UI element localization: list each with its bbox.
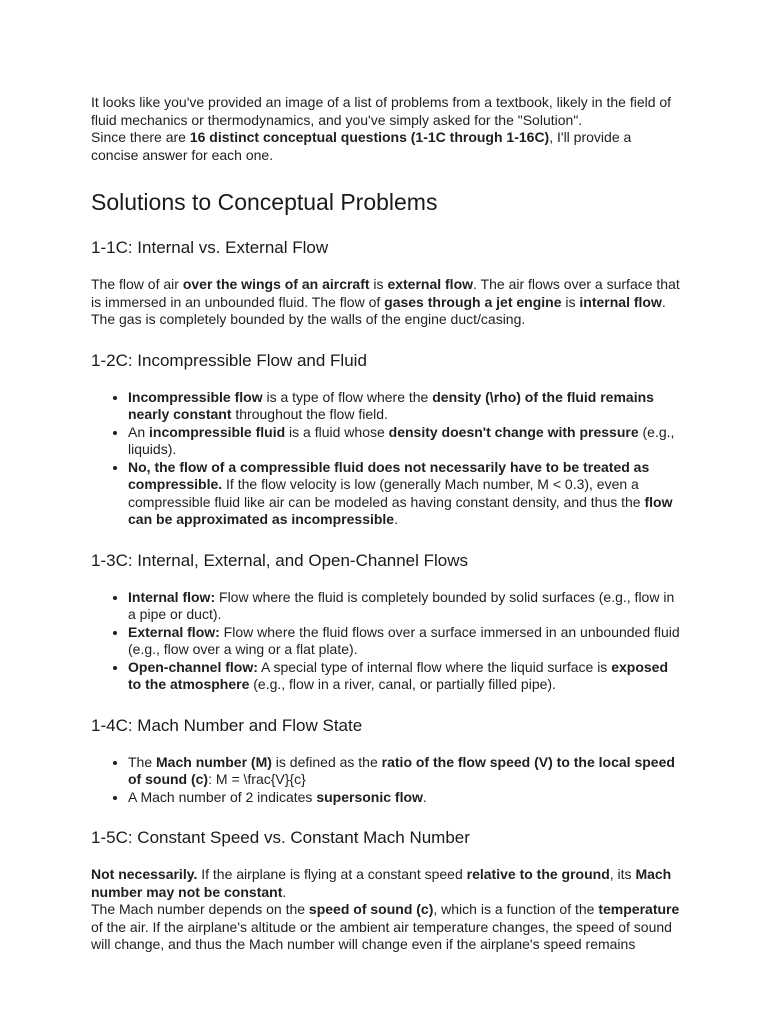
intro-block: [91, 94, 681, 164]
text-run: If the airplane is flying at a constant speed: [197, 866, 467, 882]
bold-text-run: density doesn't change with pressure: [388, 423, 639, 440]
section-heading: 1-2C: Incompressible Flow and Fluid: [91, 350, 367, 370]
bold-text-run: gases through a jet engine: [384, 293, 562, 310]
text-run: .: [394, 511, 398, 527]
text-run: An: [128, 423, 150, 440]
text-run: is: [561, 293, 580, 310]
text-run: Flow where the fluid is completely bounded by solid surfaces (e.g., flow in a pipe or duct).: [128, 588, 675, 622]
text-run: (e.g., flow in a river, canal, or partially filled pipe).: [249, 676, 556, 692]
bold-text-run: ratio of the flow speed (V) to the local speed of sound (c): [128, 753, 675, 787]
body-paragraph: [91, 901, 681, 954]
text-run: If the flow velocity is low (generally Mach number, M < 0.3), even a compressible fluid like air can be modeled as having constant density, and thus the: [128, 476, 645, 510]
sections-container: [91, 237, 681, 954]
bold-text-run: 16 distinct conceptual questions (1-1C through 1-16C): [189, 129, 550, 145]
bold-text-run: external flow: [387, 276, 474, 292]
bold-text-run: density (\rho) of the fluid remains nearly constant: [128, 388, 654, 422]
bold-text-run: External flow:: [128, 623, 220, 640]
page-title: Solutions to Conceptual Problems: [91, 189, 438, 215]
intro-paragraph: [91, 129, 681, 164]
bold-text-run: speed of sound (c): [308, 901, 434, 917]
bold-text-run: supersonic flow: [316, 788, 423, 805]
bold-text-run: internal flow: [579, 293, 662, 310]
section-body: [91, 276, 681, 329]
text-run: , its: [609, 866, 636, 882]
bold-text-run: incompressible fluid: [149, 423, 286, 440]
body-paragraph: [91, 276, 681, 329]
section-body: [91, 866, 681, 954]
list-item: [128, 389, 681, 424]
text-run: , which is a function of the: [433, 901, 599, 917]
list-item: [128, 789, 681, 807]
text-run: throughout the flow field.: [231, 406, 388, 422]
list-item: [128, 459, 681, 529]
section-heading: 1-4C: Mach Number and Flow State: [91, 715, 363, 735]
bold-text-run: exposed to the atmosphere: [128, 658, 669, 692]
bold-text-run: Open-channel flow:: [128, 658, 258, 675]
section-body: [91, 754, 681, 807]
list-item: [128, 424, 681, 459]
text-run: is a type of flow where the: [262, 388, 433, 405]
bullet-list: [91, 389, 681, 529]
body-paragraph: [91, 866, 681, 901]
bold-text-run: Mach number may not be constant: [91, 866, 672, 900]
bullet-list: [91, 589, 681, 694]
solution-section: [91, 350, 681, 529]
text-run: The flow of air: [91, 276, 183, 292]
text-run: The: [128, 753, 157, 770]
section-body: [91, 589, 681, 694]
solution-section: [91, 827, 681, 954]
bold-text-run: temperature: [598, 901, 680, 917]
list-item: [128, 589, 681, 624]
bold-text-run: relative to the ground: [466, 866, 610, 882]
text-run: of the air. If the airplane's altitude or the ambient air temperature changes, the speed of sound will change, and thus the Mach number will change even if the airplane's speed remains: [91, 918, 672, 952]
text-run: is a fluid whose: [285, 423, 389, 440]
text-run: is defined as the: [271, 753, 382, 770]
text-run: The Mach number depends on the: [91, 901, 309, 917]
text-run: . The air flows over a surface that is immersed in an unbounded fluid. The flow of: [91, 276, 680, 310]
section-heading: 1-5C: Constant Speed vs. Constant Mach Number: [91, 828, 470, 847]
bold-text-run: flow can be approximated as incompressible: [128, 493, 673, 527]
intro-paragraph: [91, 94, 681, 129]
bullet-list: [91, 754, 681, 807]
text-run: A special type of internal flow where the liquid surface is: [257, 658, 612, 675]
list-item: [128, 659, 681, 694]
text-run: , I'll provide a concise answer for each one.: [91, 129, 632, 163]
bold-text-run: Not necessarily.: [91, 866, 198, 882]
document-page: [91, 94, 681, 954]
text-run: Since there are: [91, 129, 190, 145]
text-run: : M = \frac{V}{c}: [208, 771, 306, 787]
solution-section: [91, 237, 681, 329]
text-run: It looks like you've provided an image of a list of problems from a textbook, likely in the field of fluid mechanics or thermodynamics, and you've simply asked for the "Solution".: [91, 94, 672, 128]
bold-text-run: Mach number (M): [156, 753, 272, 770]
text-run: .: [422, 788, 427, 805]
bold-text-run: Internal flow:: [128, 588, 216, 605]
text-run: . The gas is completely bounded by the walls of the engine duct/casing.: [91, 293, 666, 327]
section-heading: 1-1C: Internal vs. External Flow: [91, 238, 329, 257]
solution-section: [91, 715, 681, 807]
bold-text-run: Incompressible flow: [128, 388, 263, 405]
text-run: .: [282, 883, 287, 900]
text-run: (e.g., liquids).: [128, 423, 675, 457]
bold-text-run: over the wings of an aircraft: [182, 276, 370, 292]
text-run: A Mach number of 2 indicates: [128, 788, 317, 805]
list-item: [128, 754, 681, 789]
text-run: Flow where the fluid flows over a surface immersed in an unbounded fluid (e.g., flow over a wing or a flat plate).: [128, 623, 680, 657]
list-item: [128, 624, 681, 659]
text-run: is: [369, 276, 388, 292]
bold-text-run: No, the flow of a compressible fluid does not necessarily have to be treated as compressible.: [128, 458, 650, 492]
section-body: [91, 389, 681, 529]
solution-section: [91, 550, 681, 694]
section-heading: 1-3C: Internal, External, and Open-Channel Flows: [91, 550, 469, 570]
